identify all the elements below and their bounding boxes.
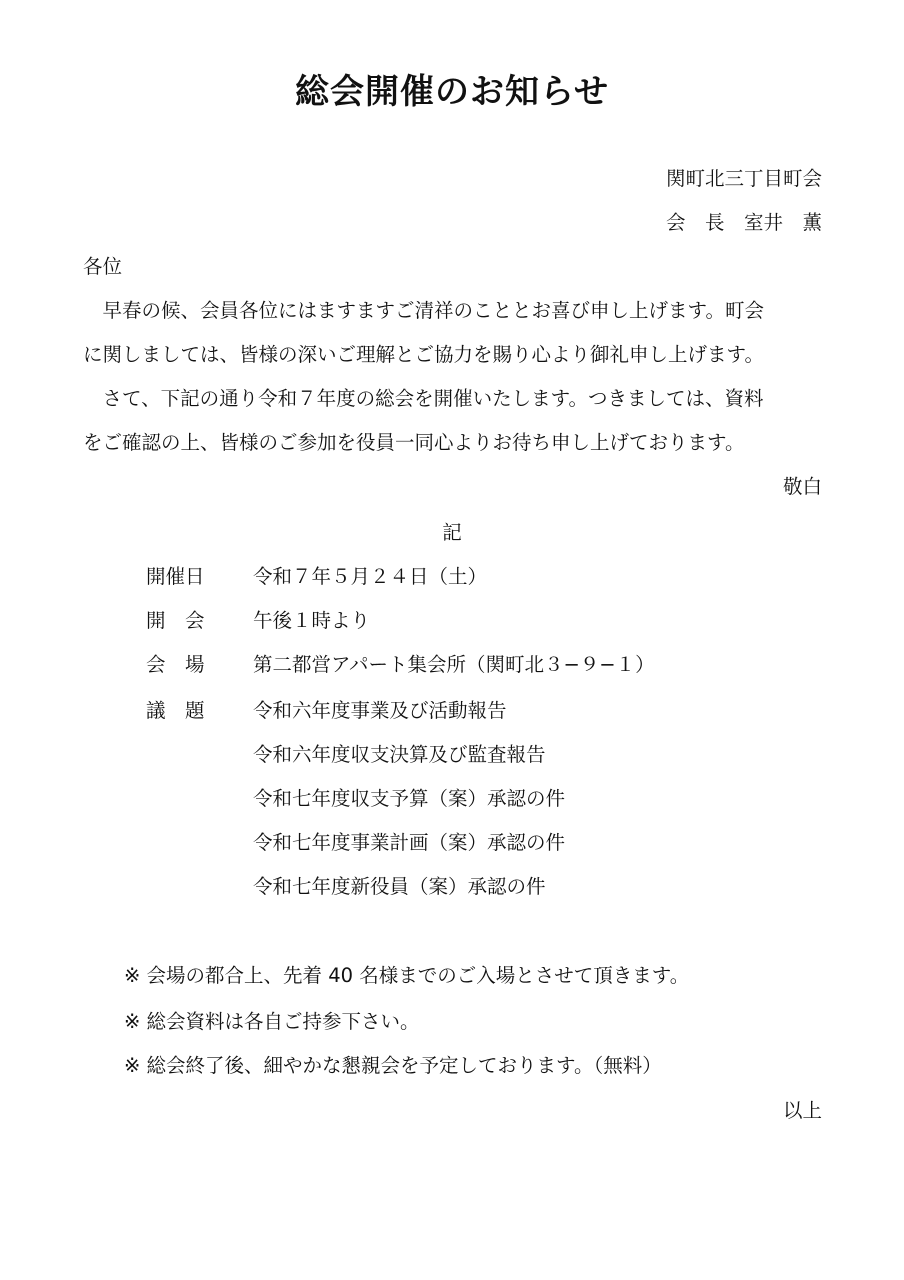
closing-keihaku: 敬白: [782, 475, 822, 498]
note-2: ※ 総会資料は各自ご持参下さい。: [124, 1010, 420, 1033]
agenda-label: 議 題: [146, 699, 205, 722]
body-paragraph-2-line-2: をご確認の上、皆様のご参加を役員一同心よりお待ち申し上げております。: [83, 431, 745, 454]
sender-chairman: 会 長 室井 薫: [665, 211, 822, 234]
body-paragraph-1-line-2: に関しましては、皆様の深いご理解とご協力を賜り心より御礼申し上げます。: [83, 343, 764, 366]
note-3: ※ 総会終了後、細やかな懇親会を予定しております。（無料）: [124, 1054, 662, 1077]
page-title: 総会開催のお知らせ: [295, 72, 609, 112]
date-value: 令和７年５月２４日（土）: [253, 565, 488, 588]
agenda-item-3: 令和七年度収支予算（案）承認の件: [253, 787, 566, 810]
note-1: ※ 会場の都合上、先着 40 名様までのご入場とさせて頂きます。: [124, 964, 690, 987]
open-value: 午後１時より: [253, 609, 371, 632]
ki-heading: 記: [442, 521, 462, 544]
agenda-item-2: 令和六年度収支決算及び監査報告: [253, 743, 546, 766]
salutation: 各位: [83, 255, 123, 278]
agenda-item-5: 令和七年度新役員（案）承認の件: [253, 875, 546, 898]
date-label: 開催日: [146, 565, 205, 588]
body-paragraph-1-line-1: 早春の候、会員各位にはますますご清祥のこととお喜び申し上げます。町会: [83, 299, 764, 322]
agenda-item-4: 令和七年度事業計画（案）承認の件: [253, 831, 566, 854]
body-paragraph-2-line-1: さて、下記の通り令和７年度の総会を開催いたします。つきましては、資料: [83, 387, 764, 410]
agenda-item-1: 令和六年度事業及び活動報告: [253, 699, 507, 722]
end-ijou: 以上: [782, 1099, 822, 1122]
venue-value: 第二都営アパート集会所（関町北３−９−１）: [253, 653, 655, 676]
sender-organization: 関町北三丁目町会: [665, 167, 822, 190]
open-label: 開 会: [146, 609, 205, 632]
venue-label: 会 場: [146, 653, 205, 676]
